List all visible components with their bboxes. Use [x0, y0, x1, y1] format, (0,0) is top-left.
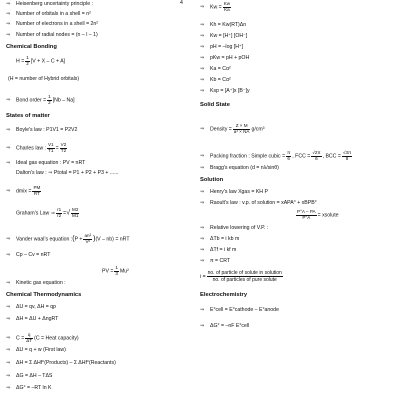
arrow-icon: ⇒	[6, 252, 11, 258]
paren-icon: )	[93, 235, 96, 243]
dh-text: ΔH = ΔU + ΔngRT	[16, 316, 59, 322]
hyb-note-row: (H = number of Hybrid orbitals)	[8, 76, 80, 82]
ke-frac-den: 3	[115, 270, 118, 276]
kinetic-gas-text: Kinetic gas equation :	[16, 280, 66, 286]
arrow-icon: ⇒	[6, 280, 11, 286]
pi-row	[200, 258, 230, 264]
du-text: ΔU = qv, ΔH = qp	[16, 304, 56, 310]
density-frac	[233, 124, 251, 134]
arrow-icon: ⇒	[200, 4, 205, 11]
arrow-icon: ⇒	[200, 247, 205, 253]
paren-icon: (	[72, 235, 75, 243]
dmix-row	[6, 186, 42, 196]
pf-sc-den: 6	[287, 155, 290, 161]
pf-sc-num: π	[287, 150, 291, 155]
rel-low-frac	[296, 210, 317, 220]
kh-row	[200, 22, 246, 28]
rel-low-num: P°A – PA	[297, 209, 316, 214]
hyb-rhs: [V + X – C + A]	[30, 58, 66, 65]
density-den: a³ × NA	[233, 128, 250, 134]
chem-thermo-heading: Chemical Thermodynamics	[6, 292, 82, 298]
pkw-row	[200, 55, 249, 61]
kw2-row	[200, 33, 247, 39]
kb-row	[200, 77, 231, 83]
arrow-icon: ⇒	[200, 77, 205, 83]
arrow-icon: ⇒	[200, 200, 205, 206]
arrow-icon: ⇒	[200, 22, 205, 28]
orbitals-row	[6, 11, 91, 17]
hyb-lhs: H =	[16, 58, 25, 65]
vanthoff-row	[200, 270, 284, 283]
arrow-icon: ⇒	[200, 126, 205, 133]
bo-den: 2	[48, 99, 51, 105]
dh-row	[6, 316, 58, 322]
vdw-rhs: (V – nb) = nRT	[95, 236, 130, 243]
sqrt-icon: √	[66, 209, 71, 217]
dmix-num: PM	[33, 185, 41, 190]
solution-heading: Solution	[200, 177, 224, 183]
kb-text: Kb = Cα²	[210, 77, 231, 83]
dmix-frac	[32, 186, 41, 196]
hyb-frac	[25, 56, 30, 66]
raoult-row	[200, 200, 317, 206]
first-law-row	[6, 347, 66, 353]
kh-text: Kh = Kw(RT)Δn	[210, 22, 247, 28]
arrow-icon: ⇒	[6, 347, 11, 353]
hyb-den: 2	[26, 60, 29, 66]
arrow-icon: ⇒	[200, 307, 205, 313]
vanthoff-num: no. of particle of solute in solution	[207, 270, 282, 276]
ke-top-rhs: Mu²	[119, 268, 129, 275]
rel-low-rhs: = xsolute	[317, 212, 339, 219]
vdw-p: P +	[74, 236, 83, 243]
pf-fcc-num: √2π	[312, 150, 321, 155]
kw-den: Ka	[224, 6, 230, 12]
arrow-icon: ⇒	[6, 97, 11, 104]
charles-row: ⇒ Charles law : $\frac{V1}{T1}$ = $\frac{V2}{T2}$	[6, 142, 67, 153]
ph-row	[200, 44, 243, 50]
dmix-den: RT	[33, 190, 40, 196]
arrow-icon: ⇒	[200, 225, 205, 231]
ke-top-lhs: PV =	[102, 268, 114, 275]
dh-f-text: ΔH = Σ ΔHf°(Products) – Σ ΔHf°(Reactants)	[16, 360, 116, 366]
ke-frac	[114, 266, 119, 276]
ideal-gas-text: Ideal gas equation : PV = nRT	[16, 160, 86, 166]
density-row	[200, 124, 264, 134]
arrow-icon: ⇒	[200, 33, 205, 39]
charles-v1: V1	[47, 142, 54, 147]
arrow-icon: ⇒	[200, 236, 205, 242]
graham-frac-1	[56, 208, 62, 218]
ka-row	[200, 66, 231, 72]
arrow-icon: ⇒	[200, 44, 205, 50]
density-lhs: Density =	[210, 126, 232, 133]
gibbs-row	[6, 373, 52, 379]
pf-sc-frac	[286, 151, 291, 161]
heat-cap-row	[6, 333, 79, 343]
bo-num: 1	[48, 94, 51, 99]
ph-text: pH = –log [H⁺]	[210, 44, 244, 50]
vdw-an: an²	[84, 233, 92, 238]
rel-low-top-row	[295, 210, 339, 220]
arrow-icon: ⇒	[200, 55, 205, 61]
packing-row	[200, 151, 353, 161]
ideal-gas-row	[6, 160, 85, 166]
pf-bcc-frac	[342, 151, 352, 161]
pi-text: π = CRT	[210, 258, 231, 264]
bond-order-lhs: Bond order =	[16, 97, 47, 104]
arrow-icon: ⇒	[200, 165, 205, 171]
kw-frac	[223, 2, 231, 12]
arrow-icon: ⇒	[6, 304, 11, 310]
vanthoff-den: no. of particles of pure solute	[212, 277, 277, 283]
hyb-num: 1	[26, 55, 29, 60]
density-num: Z × M	[233, 124, 251, 130]
rel-low-den: P°A	[302, 214, 311, 220]
states-heading: States of matter	[6, 113, 50, 119]
arrow-icon: ⇒	[6, 335, 11, 342]
dtb-text: ΔTb = i kb m	[210, 236, 240, 242]
kw-num: Kw	[223, 1, 231, 6]
boyle-row	[6, 127, 77, 133]
cp-cv-text: Cp – Cv = nRT	[16, 252, 51, 258]
pf-fcc-label: , FCC =	[292, 153, 311, 160]
graham-r2: r2	[57, 212, 62, 218]
gibbs-std-row	[6, 385, 51, 391]
pf-bcc-label: , BCC =	[322, 153, 341, 160]
arrow-icon: ⇒	[6, 145, 11, 152]
kw2-text: Kw = [H⁺] [OH⁻]	[210, 33, 248, 39]
chem-bonding-heading: Chemical Bonding	[6, 44, 57, 50]
dtf-text: ΔTf = i kf m	[210, 247, 237, 253]
vanthoff-frac	[207, 270, 283, 283]
charles-frac-2	[60, 143, 68, 153]
charles-t2: T2	[60, 147, 67, 153]
electrons-row	[6, 21, 98, 27]
rel-low-row	[200, 225, 268, 231]
dtf-row	[200, 247, 236, 253]
heisenberg-row	[6, 1, 93, 7]
dtb-row	[200, 236, 239, 242]
heat-cap-den: ΔT	[26, 337, 33, 343]
ke-top-row	[102, 266, 129, 276]
arrow-icon: ⇒	[200, 88, 205, 94]
ksp-row	[200, 88, 250, 94]
henry-row	[200, 189, 268, 195]
charles-lhs: Charles law :	[16, 145, 46, 152]
density-unit: g/cm³	[251, 126, 265, 133]
ksp-text: Ksp = [A⁺]x [B⁻]y	[210, 88, 250, 94]
bond-order-rhs: [Nb – Na]	[52, 97, 75, 104]
pf-bcc-den: 8	[345, 155, 349, 161]
graham-m1: M1	[72, 212, 79, 218]
arrow-icon: ⇒	[6, 1, 11, 7]
pf-fcc-frac	[311, 151, 321, 161]
charles-frac-1	[47, 143, 55, 153]
graham-row: Graham's Law ⇒ $\frac{r1}{r2}$ =√ $\frac{M2}{M1}$	[16, 207, 79, 218]
dg-text: ΔG° = –nF E°cell	[210, 323, 250, 329]
heat-cap-lhs: C =	[16, 335, 25, 342]
charles-t1: T1	[48, 147, 54, 153]
arrow-icon: ⇒	[6, 373, 11, 379]
rel-low-text: Relative lowering of V.P. :	[210, 225, 269, 231]
boyle-text: Boyle's law : P1V1 = P2V2	[16, 127, 78, 133]
graham-frac-2	[71, 208, 79, 218]
heat-cap-note: (C = Heat capacity)	[34, 335, 79, 342]
vdw-row	[6, 234, 130, 244]
graham-lhs: Graham's Law ⇒	[16, 210, 56, 217]
arrow-icon: ⇒	[200, 258, 205, 264]
ka-text: Ka = Cα²	[210, 66, 231, 72]
du-row	[6, 304, 56, 310]
arrow-icon: ⇒	[6, 160, 11, 166]
arrow-icon: ⇒	[200, 323, 205, 329]
top-symbol: 4	[180, 0, 183, 6]
solid-state-heading: Solid State	[200, 102, 230, 108]
cp-cv-row	[6, 252, 50, 258]
vdw-frac	[83, 234, 92, 244]
heat-cap-frac	[25, 333, 33, 343]
arrow-icon: ⇒	[200, 153, 205, 160]
bond-order-row	[6, 95, 75, 105]
raoult-text: Raoult's law : v.p. of solution = xAPA° + xBPB°	[210, 200, 317, 206]
bond-order-frac	[47, 95, 52, 105]
henry-text: Henry's law Xgas = KH P	[210, 189, 268, 195]
dg-row	[200, 323, 249, 329]
gibbs-text: ΔG = ΔH – TΔS	[16, 373, 53, 379]
electrons-text: Number of electrons in a shell = 2n²	[16, 21, 99, 27]
heisenberg-text: Heisenberg uncertainty principle :	[16, 1, 93, 7]
dalton-row: Dalton's law : ⇒ Ptotal = P1 + P2 + P3 + ......	[16, 170, 119, 176]
graham-r1: r1	[57, 207, 62, 212]
charles-v2: V2	[60, 142, 67, 147]
gibbs-std-text: ΔG° = –RT ln K	[16, 385, 52, 391]
pkw-text: pKw = pH + pOH	[210, 55, 250, 61]
pf-fcc-den: 6	[315, 155, 318, 161]
radial-nodes-row	[6, 32, 98, 38]
orbitals-text: Number of orbitals in a shell = n²	[16, 11, 91, 17]
hybridization-row	[16, 56, 65, 66]
arrow-icon: ⇒	[6, 188, 11, 195]
vdw-v2: V²	[85, 238, 91, 244]
arrow-icon: ⇒	[6, 385, 11, 391]
kw-lhs: Kw =	[210, 4, 222, 11]
radial-nodes-text: Number of radial nodes = (n – l – 1)	[16, 32, 98, 38]
packing-lhs: Packing fraction : Simple cubic =	[210, 153, 286, 160]
bragg-row	[200, 165, 279, 171]
arrow-icon: ⇒	[6, 360, 11, 366]
arrow-icon: ⇒	[6, 32, 11, 38]
heat-cap-num: q	[25, 333, 33, 339]
electro-heading: Electrochemistry	[200, 292, 248, 298]
vanthoff-lhs: i =	[200, 273, 206, 280]
bragg-text: Bragg's equation (d = nλ/sinθ)	[210, 165, 279, 171]
arrow-icon: ⇒	[200, 189, 205, 195]
dmix-lhs: dmix =	[16, 188, 32, 195]
arrow-icon: ⇒	[6, 11, 11, 17]
ecell-text: E°cell = E°cathode – E°anode	[210, 307, 279, 313]
kw-row	[200, 2, 232, 12]
ecell-row	[200, 307, 279, 313]
vdw-lhs: Vander waal's equation :	[16, 236, 73, 243]
graham-m2: M2	[72, 207, 79, 212]
dh-f-row	[6, 360, 116, 366]
first-law-text: ΔU = q + w (First law)	[16, 347, 66, 353]
arrow-icon: ⇒	[6, 236, 11, 243]
arrow-icon: ⇒	[6, 21, 11, 27]
ke-frac-num: 1	[115, 265, 118, 270]
arrow-icon: ⇒	[200, 66, 205, 72]
arrow-icon: ⇒	[6, 316, 11, 322]
arrow-icon: ⇒	[6, 127, 11, 133]
pf-bcc-num: √3π	[342, 150, 352, 155]
kinetic-gas-row	[6, 280, 66, 286]
